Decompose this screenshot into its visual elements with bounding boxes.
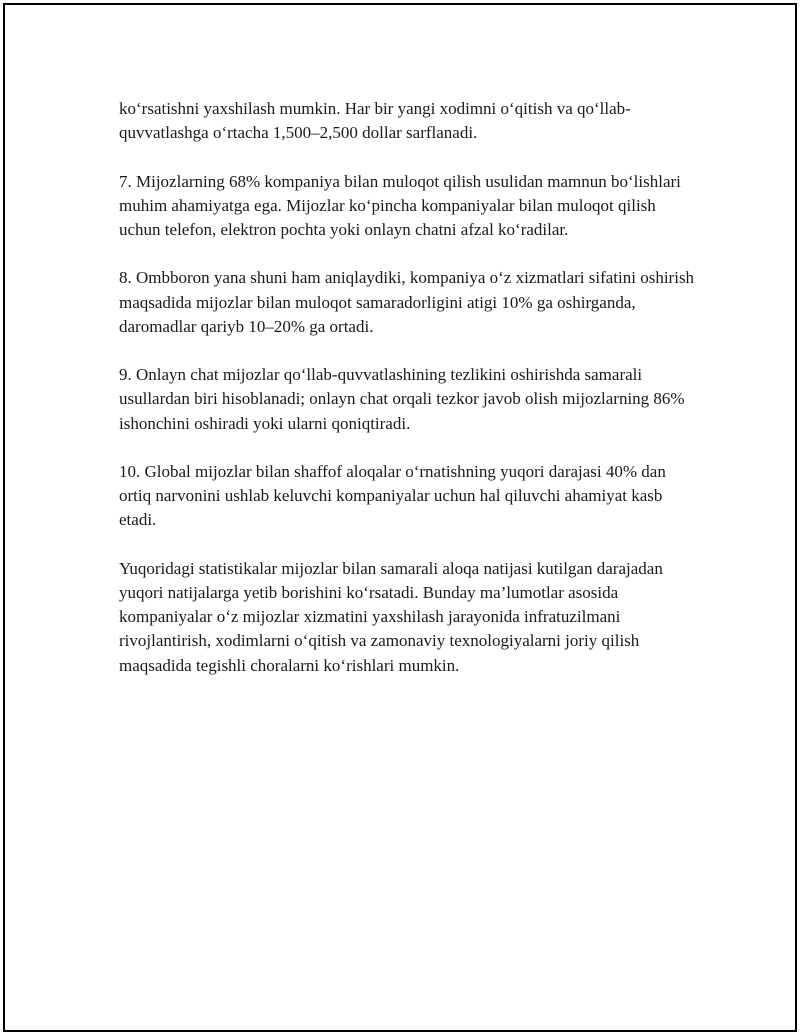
paragraph-item-10: 10. Global mijozlar bilan shaffof aloqalar o‘rnatishning yuqori darajasi 40% dan ortiq narvonini ushlab keluvchi kompaniyalar uchun hal qiluvchi ahamiyat kasb etadi. [119, 461, 666, 530]
paragraph-conclusion: Yuqoridagi statistikalar mijozlar bilan samarali aloqa natijasi kutilgan darajadan yuqori natijalarga yetib borishini ko‘rsatadi. Bunday ma’lumotlar asosida kompaniyalar o‘z mijozlar xizmatini yaxshilash jarayonida infratuzilmani rivojlantirish, xodimlarni o‘qitish va zamonaviy texnologiyalarni joriy qilish maqsadida tegishli choralarni ko‘rishlari mumkin. [119, 558, 663, 675]
paragraph-item-9: 9. Onlayn chat mijozlar qo‘llab-quvvatlashining tezlikini oshirishda samarali usullardan biri hisoblanadi; onlayn chat orqali tezkor javob olish mijozlarning 86% ishonchini oshiradi yoki ularni qoniqtiradi. [119, 365, 685, 433]
document-page [3, 3, 797, 1032]
paragraph-item-8: 8. Ombboron yana shuni ham aniqlaydiki, kompaniya o‘z xizmatlari sifatini oshirish maqsadida mijozlar bilan muloqot samaradorligini atigi 10% ga oshirganda, daromadlar qariyb 10–20% ga ortadi. [119, 268, 695, 336]
document-body [119, 97, 699, 702]
paragraph-continuation: ko‘rsatishni yaxshilash mumkin. Har bir yangi xodimni o‘qitish va qo‘llab-quvvatlashga o‘rtacha 1,500–2,500 dollar sarflanadi. [119, 99, 631, 143]
paragraph-item-7: 7. Mijozlarning 68% kompaniya bilan muloqot qilish usulidan mamnun bo‘lishlari muhim ahamiyatga ega. Mijozlar ko‘pincha kompaniyalar bilan muloqot qilish uchun telefon, elektron pochta yoki onlayn chatni afzal ko‘radilar. [119, 171, 681, 239]
